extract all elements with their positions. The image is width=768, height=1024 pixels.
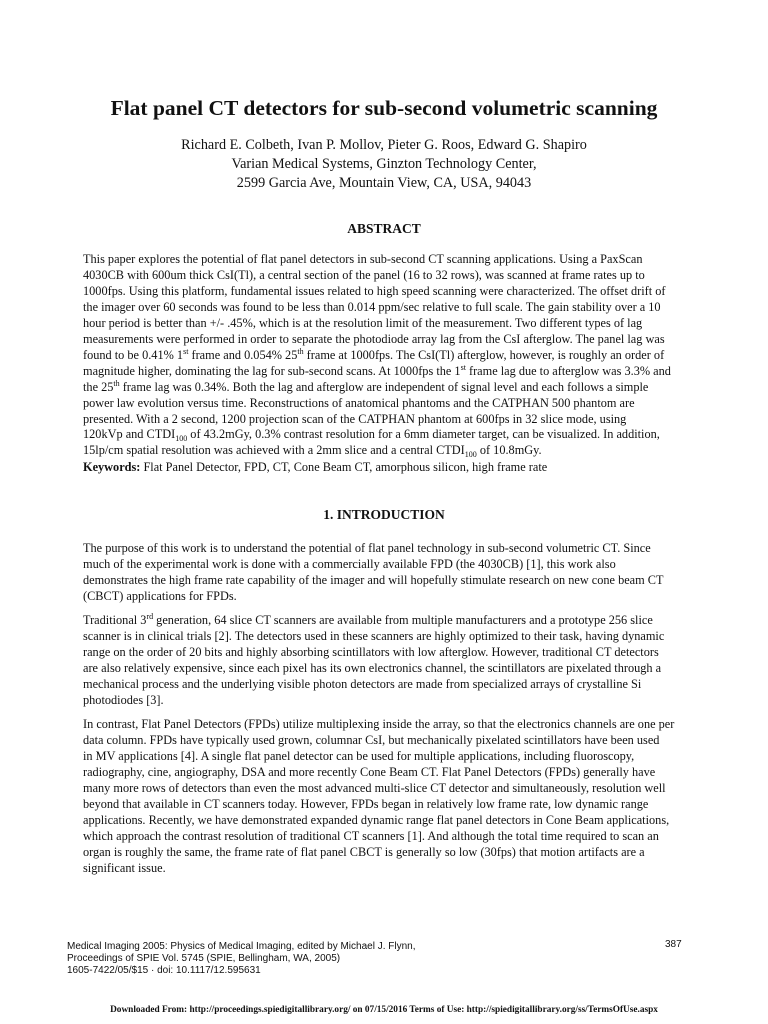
text-segment: range on the order of 20 bits and highly absorbing scintillators with low afterglow. However, traditional CT detectors [83,644,659,659]
text-line [83,629,685,645]
text-segment: measurements were performed in order to separate the photodiode array lag from the CsI afterglow. The panel lag was [83,331,665,346]
text-line [83,797,685,813]
author-affiliation: Varian Medical Systems, Ginzton Technology Center, [231,156,537,172]
text-segment: many more rows of detectors than even the most advanced multi-slice CT detector and simultaneously, resolution well [83,780,666,795]
text-segment: (CBCT) applications for FPDs. [83,588,237,603]
citation-line: Medical Imaging 2005: Physics of Medical Imaging, edited by Michael J. Flynn, [67,941,416,952]
text-line [83,749,685,765]
text-line [83,348,685,364]
text-line [83,541,685,557]
text-line [83,589,685,605]
text-segment: presented. With a 2 second, 1200 projection scan of the CATPHAN phantom at 600fps in 32 slice mode, using [83,411,627,426]
superscript: st [183,347,189,356]
text-line [83,300,685,316]
text-segment: frame lag due to afterglow was 3.3% and [465,363,671,378]
text-segment: The purpose of this work is to understand the potential of flat panel technology in sub-second volumetric CT. Since [83,541,651,555]
text-line [83,396,685,412]
text-segment: found to be 0.41% 1 [83,347,184,362]
keywords-line [83,460,685,476]
text-line [83,845,685,861]
text-line [83,645,685,661]
author-address: 2599 Garcia Ave, Mountain View, CA, USA, 94043 [236,175,532,191]
text-segment: 1000fps. Using this platform, fundamental issues related to high speed scanning were characterized. The offset drift of [83,283,666,298]
text-line [83,284,685,300]
citation-line: 1605-7422/05/$15 · doi: 10.1117/12.595631 [67,965,261,977]
superscript: rd [146,613,154,621]
text-segment: frame at 1000fps. The CsI(Tl) afterglow, however, is roughly an order of [303,347,665,362]
text-segment: In contrast, Flat Panel Detectors (FPDs) utilize multiplexing inside the array, so that the electronics channels are one per [83,717,675,731]
text-line [83,717,685,733]
download-notice: Downloaded From: http://proceedings.spiedigitallibrary.org/ on 07/15/2016 Terms of Use: http://spiedigitallibrary.org/ss/TermsOfUse.aspx [110,1005,658,1015]
text-segment: 15lp/cm spatial resolution was achieved with a 2mm slice and a central CTDI [83,443,465,458]
text-line [83,733,685,749]
text-line [83,661,685,677]
superscript: st [460,363,466,372]
keywords-text: Flat Panel Detector, FPD, CT, Cone Beam CT, amorphous silicon, high frame rate [140,460,548,474]
text-segment: frame lag was 0.34%. Both the lag and afterglow are independent of signal level and each follows a simple [119,379,649,394]
text-segment: data column. FPDs have typically used grown, columnar CsI, but mechanically pixelated scintillators have been used [83,732,660,747]
text-segment: photodiodes [3]. [83,692,164,707]
paper-title: Flat panel CT detectors for sub-second volumetric scanning [110,96,658,120]
subscript: 100 [464,450,477,460]
text-segment: the imager over 60 seconds was found to be less than 0.014 ppm/sec relative to full scale. The gain stability over a 10 [83,299,661,314]
keywords-label: Keywords: [83,460,141,474]
text-line [83,781,685,797]
superscript: th [297,347,304,356]
text-segment: demonstrates the high frame rate capability of the imager and will hopefully stimulate research on new cone beam CT [83,572,664,587]
text-line [83,557,685,573]
text-segment: of 10.8mGy. [476,443,542,458]
citation-footer [67,941,487,978]
text-segment: significant issue. [83,860,166,875]
text-segment: mechanical process and the underlying visible photon detectors are made from specialized arrays of crystalline Si [83,676,642,691]
text-line [83,364,685,380]
author-block [0,136,768,193]
text-segment: organ is roughly the same, the frame rate of flat panel CBCT is generally so low (30fps) that motion artifacts are a [83,844,645,859]
text-line [83,316,685,332]
text-segment: radiography, cine, angiography, DSA and more recently Cone Beam CT. Flat Panel Detectors (FPDs) generally have [83,764,656,779]
text-line [83,427,685,443]
text-line [83,268,685,284]
text-line [83,252,685,268]
text-segment: Traditional 3 [83,613,147,627]
text-line [83,693,685,709]
author-names: Richard E. Colbeth, Ivan P. Mollov, Pieter G. Roos, Edward G. Shapiro [181,137,587,153]
text-segment: magnitude higher, dominating the lag for sub-second scans. At 1000fps the 1 [83,363,461,378]
text-segment: of 43.2mGy, 0.3% contrast resolution for a 6mm diameter target, can be visualized. In addition, [187,427,660,442]
text-line [83,573,685,589]
text-line [83,677,685,693]
page-number: 387 [665,939,682,950]
text-segment: in MV applications [4]. A single flat panel detector can be used for multiple applications, including fluoroscopy, [83,748,635,763]
abstract-heading: ABSTRACT [347,221,421,236]
text-line [83,829,685,845]
text-segment: power law evolution versus time. Reconstructions of anatomical phantoms and the CATPHAN 500 phantom are [83,395,635,410]
text-segment: 4030CB with 600um thick CsI(Tl), a central section of the panel (16 to 32 rows), was scanned at frame rates up to [83,267,645,282]
abstract-body [83,252,685,459]
text-segment: the 25 [83,379,114,394]
text-line [83,861,685,877]
text-line [83,765,685,781]
intro-paragraph-3 [83,717,685,877]
text-line [83,332,685,348]
text-segment: beyond that available in CT scanners today. However, FPDs began in relatively low frame rate, low dynamic range [83,796,649,811]
text-segment: much of the experimental work is done with a commercially available FPD (the 4030CB) [1], this work also [83,556,616,571]
text-segment: 120kVp and CTDI [83,427,176,442]
text-line [83,813,685,829]
citation-line: Proceedings of SPIE Vol. 5745 (SPIE, Bellingham, WA, 2005) [67,953,341,965]
subscript: 100 [175,434,188,444]
text-line [83,412,685,428]
text-line [83,613,685,629]
intro-paragraph-1 [83,541,685,605]
text-segment: which approach the contrast resolution of traditional CT scanners [1]. And although the total time required to scan an [83,828,659,843]
text-segment: This paper explores the potential of flat panel detectors in sub-second CT scanning applications. Using a PaxScan [83,252,643,266]
intro-paragraph-2 [83,613,685,709]
text-segment: are also relatively expensive, since each pixel has its own electronics channel, the scintillators are pixelated through a [83,660,662,675]
text-segment: generation, 64 slice CT scanners are available from multiple manufacturers and a prototype 256 slice [153,613,653,627]
text-line [83,443,685,459]
introduction-heading: 1. INTRODUCTION [323,507,445,522]
superscript: th [113,379,120,388]
text-segment: applications. Recently, we have demonstrated expanded dynamic range flat panel detectors in Cone Beam applications, [83,812,670,827]
text-segment: scanner is in clinical trials [2]. The detectors used in these scanners are highly optimized to their task, having dynamic [83,628,665,643]
text-line [83,380,685,396]
text-segment: frame and 0.054% 25 [188,347,298,362]
text-segment: hour period is better than +/- .45%, which is at the resolution limit of the measurement. Two different types of lag [83,315,643,330]
